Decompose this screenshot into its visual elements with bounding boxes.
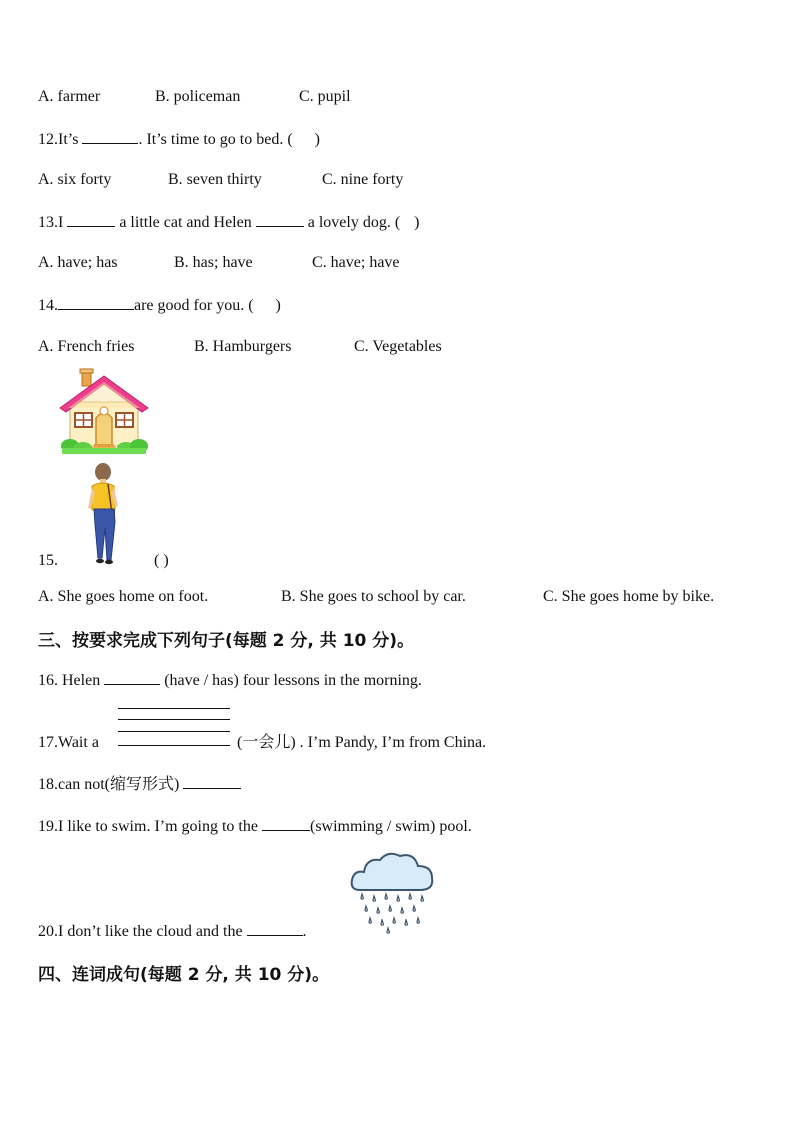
q12-paren-close: ) [314,131,320,148]
q13-text-a: I [58,214,64,231]
q18-number: 18. [38,776,58,793]
q15-option-b: B. She goes to school by car. [281,588,466,605]
q20-number: 20. [38,923,58,940]
question-12 [38,129,320,150]
rain-cloud-icon [348,850,436,934]
section-3-heading: 三、按要求完成下列句子(每题 2 分, 共 10 分)。 [38,631,415,651]
q17-number: 17. [38,734,58,751]
q12-blank[interactable] [82,129,138,144]
q11-option-c: C. pupil [299,88,351,105]
q19-text-pre: I like to swim. I’m going to the [58,818,258,835]
q16-number: 16. Helen [38,672,101,689]
q12-text-post: . It’s time to go to bed. ( [138,131,293,148]
q17-writing-line-2[interactable] [118,719,230,720]
q13-option-c: C. have; have [312,254,400,271]
question-19 [38,816,472,837]
girl-walking-icon [84,462,124,566]
question-16 [38,670,422,691]
q11-option-b: B. policeman [155,88,241,105]
q15-option-c: C. She goes home by bike. [543,588,715,605]
q13-text-b: a little cat and Helen [119,214,252,231]
house-icon [58,368,150,456]
q20-text-pre: I don’t like the cloud and the [58,923,243,940]
q17-text-pre: Wait a [58,734,99,751]
q12-option-b: B. seven thirty [168,171,262,188]
q14-number: 14. [38,297,58,314]
q14-option-a: A. French fries [38,338,135,355]
q13-option-a: A. have; has [38,254,118,271]
q19-blank[interactable] [262,816,310,831]
q13-number: 13. [38,214,58,231]
q14-text: are good for you. ( [134,297,254,314]
q17-writing-line-4[interactable] [118,745,230,746]
q15-option-a: A. She goes home on foot. [38,588,209,605]
q13-paren-close: ) [414,214,420,231]
question-20 [38,921,307,942]
q15-number: 15. [38,552,58,569]
q17-writing-line-1[interactable] [118,708,230,709]
q19-number: 19. [38,818,58,835]
q15-paren: ( ) [154,552,169,569]
q13-blank-1[interactable] [67,212,115,227]
question-18 [38,774,241,795]
q11-option-a: A. farmer [38,88,101,105]
q16-text: (have / has) four lessons in the morning. [164,672,422,689]
q19-text-post: (swimming / swim) pool. [309,818,472,835]
question-14 [38,295,281,316]
q14-blank[interactable] [58,295,134,310]
q20-text-post: . [302,923,307,940]
q12-option-c: C. nine forty [322,171,404,188]
question-17 [38,733,487,753]
q12-option-a: A. six forty [38,171,112,188]
q14-option-b: B. Hamburgers [194,338,292,355]
question-15 [38,551,169,571]
q17-text-post: (一会儿) . I’m Pandy, I’m from China. [237,734,487,751]
q14-option-c: C. Vegetables [354,338,442,355]
section-4-heading: 四、连词成句(每题 2 分, 共 10 分)。 [38,965,330,985]
q16-blank[interactable] [104,670,160,685]
q17-writing-line-3[interactable] [118,731,230,732]
q18-blank[interactable] [183,774,241,789]
q13-option-b: B. has; have [174,254,253,271]
q20-blank[interactable] [247,921,303,936]
question-13 [38,212,419,233]
q14-paren-close: ) [275,297,281,314]
q12-text-pre: It’s [58,131,79,148]
q12-number: 12. [38,131,58,148]
q13-blank-2[interactable] [256,212,304,227]
q13-text-c: a lovely dog. ( [307,214,401,231]
q18-text: can not(缩写形式) [58,776,180,793]
